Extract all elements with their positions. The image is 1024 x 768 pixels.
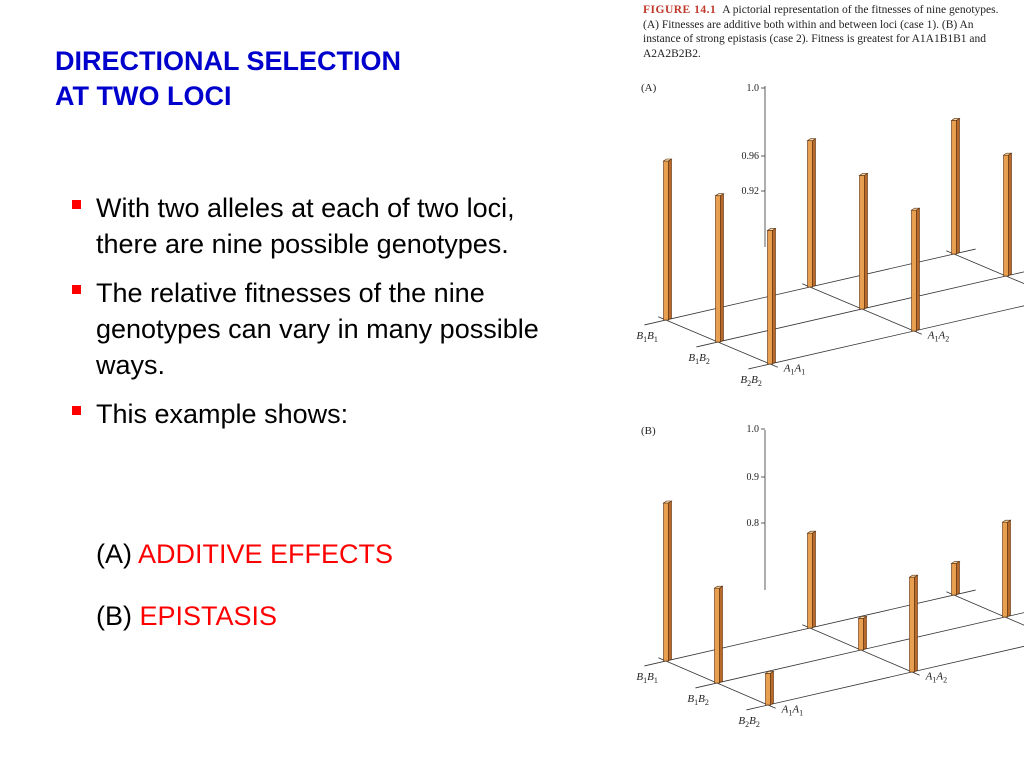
fitness-bar-side (773, 228, 776, 364)
bullet-item (72, 396, 572, 432)
figure-caption-text: A pictorial representation of the fitnesses of nine genotypes. (A) Fitnesses are additive both within and between loci (case 1). (B) An instance of strong epistasis (case 2). Fitness is greatest for A1A1B1B1 and A2A2B2B2. (643, 4, 999, 60)
bullet-text: The relative fitnesses of the nine genotypes can vary in many possible ways. (96, 278, 539, 380)
fitness-figure (600, 0, 1024, 768)
fitness-bar (766, 673, 771, 705)
slide-title-line-2: AT TWO LOCI (55, 81, 232, 111)
col-label: $A_1A_1$ (783, 362, 806, 377)
axis-tick-label: 1.0 (746, 424, 759, 435)
fitness-bar (808, 533, 813, 628)
row-label: $B_1B_2$ (688, 351, 710, 366)
panel-label: (B) (641, 425, 656, 437)
fitness-bar (715, 588, 720, 683)
fitness-bar-side (771, 671, 774, 705)
sub-item-text: ADDITIVE EFFECTS (138, 539, 394, 569)
row-label: $B_1B_1$ (636, 329, 658, 344)
fitness-bar-side (813, 139, 816, 287)
fitness-bar (952, 563, 957, 595)
axis-tick-label: 0.92 (741, 186, 759, 197)
fitness-bar (716, 196, 721, 342)
fitness-bar-side (720, 586, 723, 683)
slide-title-line-1: DIRECTIONAL SELECTION (55, 46, 402, 76)
bullet-square-icon (72, 285, 81, 294)
row-label: $B_1B_2$ (687, 692, 709, 707)
col-label: $A_1A_1$ (781, 703, 804, 718)
bullet-item (72, 190, 572, 262)
col-label: $A_1A_2$ (927, 329, 950, 344)
bullet-item (72, 275, 572, 383)
bullet-list (72, 190, 572, 445)
grid-line (946, 592, 1024, 643)
panel-label: (A) (641, 82, 657, 94)
fitness-bar (1004, 155, 1009, 276)
fitness-bar-side (917, 208, 920, 331)
axis-tick-label: 1.0 (746, 83, 759, 94)
fitness-bar-side (864, 616, 867, 650)
fitness-bar (664, 503, 669, 661)
sub-item-epistasis (96, 598, 277, 634)
fitness-bar (808, 141, 813, 287)
bullet-text: With two alleles at each of two loci, there are nine possible genotypes. (96, 193, 515, 259)
fitness-bar (912, 210, 917, 331)
fitness-bar (859, 618, 864, 650)
row-label: $B_2B_2$ (738, 714, 760, 729)
sub-item-text: EPISTASIS (139, 601, 278, 631)
fitness-bar-side (915, 575, 918, 672)
fitness-bar (860, 175, 865, 309)
fitness-bar (664, 161, 669, 320)
fitness-bar-side (865, 173, 868, 309)
sub-item-prefix: (A) (96, 539, 139, 569)
col-label: $A_1A_2$ (925, 670, 948, 685)
bullet-text: This example shows: (96, 399, 349, 429)
fitness-bar (952, 120, 957, 254)
fitness-bar-side (957, 561, 960, 595)
fitness-bar-side (721, 194, 724, 342)
row-label: $B_1B_1$ (636, 670, 658, 685)
axis-tick-label: 0.96 (741, 151, 759, 162)
fitness-bar-side (957, 118, 960, 254)
grid-line (748, 293, 1024, 369)
fitness-bar-side (669, 501, 672, 661)
figure-label: FIGURE 14.1 (643, 4, 717, 16)
axis-tick-label: 0.9 (746, 472, 759, 483)
fitness-bar (1003, 522, 1008, 617)
fitness-bar (910, 577, 915, 672)
grid-line (746, 634, 1024, 710)
fitness-bar-side (813, 531, 816, 628)
fitness-bar-side (669, 159, 672, 320)
fitness-bar-side (1008, 520, 1011, 617)
fitness-bar (768, 230, 773, 364)
axis-tick-label: 0.8 (746, 518, 759, 529)
fitness-bar-side (1009, 153, 1012, 276)
slide-title (55, 44, 401, 114)
bullet-square-icon (72, 406, 81, 415)
bullet-square-icon (72, 200, 81, 209)
sub-item-additive (96, 536, 393, 572)
row-label: $B_2B_2$ (740, 373, 762, 388)
grid-line (946, 251, 1024, 302)
sub-item-prefix: (B) (96, 601, 140, 631)
